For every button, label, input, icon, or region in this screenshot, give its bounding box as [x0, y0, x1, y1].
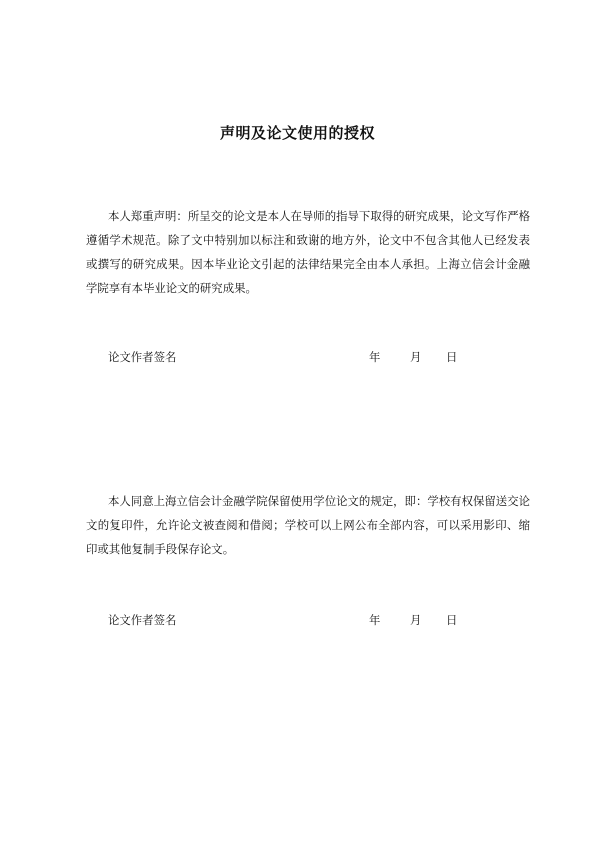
page-title: 声明及论文使用的授权	[219, 124, 375, 142]
date-day-label: 日	[446, 350, 458, 364]
signature-label: 论文作者签名	[108, 613, 177, 627]
date-month-label: 月	[410, 613, 422, 627]
authorization-paragraph: 本人同意上海立信会计金融学院保留使用学位论文的规定，即：学校有权保留送交论文的复印件，允许论文被查阅和借阅；学校可以上网公布全部内容，可以采用影印、缩印或其他复制手段保存论文。	[86, 494, 530, 556]
signature-line-declaration	[108, 349, 528, 369]
date-month-label: 月	[410, 350, 422, 364]
signature-line-authorization	[108, 612, 528, 632]
date-year-label: 年	[369, 350, 381, 364]
signature-label: 论文作者签名	[108, 350, 177, 364]
declaration-paragraph: 本人郑重声明：所呈交的论文是本人在导师的指导下取得的研究成果，论文写作严格遵循学术规范。除了文中特别加以标注和致谢的地方外，论文中不包含其他人已经发表或撰写的研究成果。因本毕业论文引起的法律结果完全由本人承担。上海立信会计金融学院享有本毕业论文的研究成果。	[86, 209, 530, 295]
date-day-label: 日	[446, 613, 458, 627]
date-year-label: 年	[369, 613, 381, 627]
